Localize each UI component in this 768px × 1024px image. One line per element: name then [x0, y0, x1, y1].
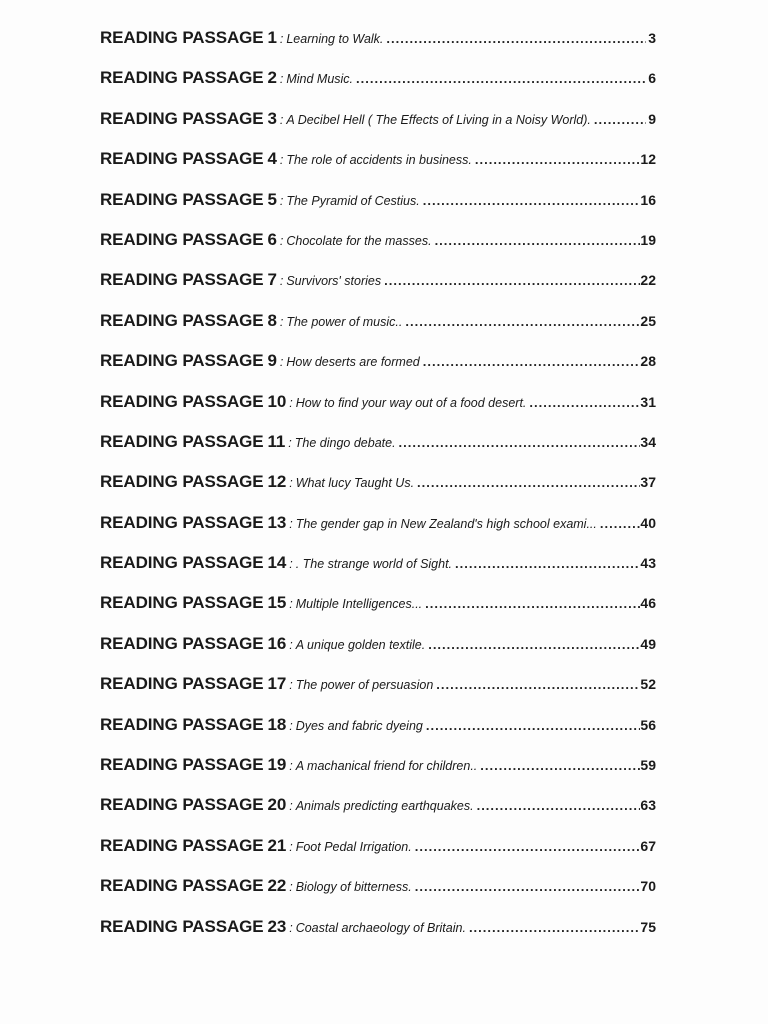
passage-label — [100, 270, 277, 290]
toc-entry-9 — [100, 351, 656, 391]
separator: : — [289, 880, 293, 895]
separator: : — [279, 112, 284, 127]
passage-number: 23 — [267, 916, 287, 936]
page-number: 34 — [640, 433, 656, 450]
page-number: 6 — [648, 70, 656, 87]
toc-entry-19 — [100, 755, 656, 795]
separator: : — [279, 314, 284, 329]
passage-label — [100, 472, 286, 492]
separator: : — [289, 920, 293, 935]
toc-entry-10 — [100, 392, 656, 432]
separator: : — [289, 557, 293, 572]
page-number: 43 — [640, 555, 656, 572]
separator: : — [279, 32, 284, 46]
passage-number: 4 — [267, 149, 277, 169]
separator: : — [289, 476, 293, 491]
page-number: 75 — [640, 918, 656, 935]
toc-entry-12 — [100, 472, 656, 512]
dot-leader — [469, 920, 640, 935]
passage-number: 19 — [267, 755, 287, 775]
toc-entry-15 — [100, 593, 656, 633]
passage-number: 2 — [267, 68, 277, 88]
passage-label-text: READING PASSAGE — [100, 795, 264, 815]
page-number: 16 — [640, 191, 656, 208]
dot-leader — [405, 314, 640, 329]
separator: : — [279, 233, 284, 248]
passage-title: The Pyramid of Cestius. — [286, 193, 420, 208]
toc-entry-1 — [100, 28, 656, 68]
passage-label-text: READING PASSAGE — [100, 68, 264, 88]
passage-label-text: READING PASSAGE — [100, 270, 264, 290]
passage-title: The power of persuasion — [295, 678, 434, 693]
passage-title: Mind Music. — [286, 72, 354, 87]
passage-label-text: READING PASSAGE — [100, 431, 264, 451]
toc-entry-11 — [100, 432, 656, 472]
toc-entry-14 — [100, 553, 656, 593]
separator: : — [289, 597, 293, 612]
passage-title: A machanical friend for children.. — [295, 759, 478, 774]
passage-title: The power of music.. — [286, 314, 403, 329]
passage-title: Survivors' stories — [286, 274, 382, 289]
passage-number: 17 — [267, 674, 287, 694]
separator: : — [289, 678, 293, 693]
passage-label — [100, 876, 286, 896]
passage-label-text: READING PASSAGE — [100, 472, 264, 492]
passage-label-text: READING PASSAGE — [100, 755, 264, 775]
passage-label-text: READING PASSAGE — [100, 593, 264, 613]
page-number: 37 — [640, 474, 656, 491]
passage-title: What lucy Taught Us. — [295, 476, 415, 491]
passage-label — [100, 28, 277, 48]
dot-leader — [399, 435, 641, 450]
dot-leader — [356, 71, 646, 86]
passage-label — [100, 68, 277, 88]
page-number: 70 — [640, 878, 656, 895]
separator: : — [288, 435, 292, 450]
passage-number: 21 — [267, 835, 287, 855]
separator: : — [279, 355, 284, 370]
passage-number: 5 — [267, 189, 277, 209]
page-number: 46 — [640, 595, 656, 612]
passage-title: Biology of bitterness. — [295, 880, 412, 895]
passage-label — [100, 149, 277, 169]
passage-label — [100, 109, 277, 129]
passage-number: 16 — [267, 633, 287, 653]
dot-leader — [594, 112, 646, 127]
separator: : — [289, 637, 293, 652]
passage-label — [100, 392, 286, 412]
dot-leader — [415, 839, 641, 854]
toc-entry-16 — [100, 634, 656, 674]
toc-entry-23 — [100, 917, 656, 957]
passage-label — [100, 593, 286, 613]
passage-label — [100, 351, 277, 371]
passage-label-text: READING PASSAGE — [100, 553, 264, 573]
passage-title: The role of accidents in business. — [286, 153, 472, 168]
passage-number: 10 — [267, 391, 287, 411]
dot-leader — [600, 516, 641, 531]
passage-number: 20 — [267, 795, 287, 815]
passage-number: 13 — [267, 512, 287, 532]
passage-number: 8 — [267, 310, 277, 330]
passage-number: 3 — [267, 108, 277, 128]
separator: : — [279, 72, 284, 87]
toc-entry-5 — [100, 190, 656, 230]
toc-entry-21 — [100, 836, 656, 876]
dot-leader — [436, 677, 640, 692]
toc-entry-20 — [100, 795, 656, 835]
page-number: 28 — [640, 353, 656, 370]
page-number: 56 — [640, 716, 656, 733]
separator: : — [289, 759, 293, 774]
passage-number: 11 — [267, 431, 286, 451]
passage-label-text: READING PASSAGE — [100, 633, 264, 653]
dot-leader — [425, 596, 640, 611]
dot-leader — [435, 233, 641, 248]
page-number: 19 — [640, 231, 656, 248]
passage-label — [100, 836, 286, 856]
dot-leader — [477, 798, 641, 813]
separator: : — [289, 718, 293, 733]
passage-label-text: READING PASSAGE — [100, 391, 264, 411]
passage-number: 12 — [267, 472, 287, 492]
page-number: 12 — [640, 151, 656, 168]
passage-label-text: READING PASSAGE — [100, 714, 264, 734]
page-number: 25 — [640, 312, 656, 329]
passage-title: Foot Pedal Irrigation. — [295, 839, 412, 854]
page-number: 49 — [640, 635, 656, 652]
passage-title: How to find your way out of a food desert. — [295, 395, 527, 410]
dot-leader — [423, 354, 641, 369]
dot-leader — [423, 193, 641, 208]
dot-leader — [415, 879, 641, 894]
passage-title: Multiple Intelligences... — [295, 597, 423, 612]
separator: : — [289, 839, 293, 854]
dot-leader — [384, 273, 640, 288]
passage-label — [100, 755, 286, 775]
dot-leader — [386, 31, 646, 46]
toc-entry-2 — [100, 68, 656, 108]
passage-label — [100, 311, 277, 331]
page-number: 22 — [640, 272, 656, 289]
passage-title: How deserts are formed — [286, 355, 420, 370]
passage-label — [100, 190, 277, 210]
dot-leader — [417, 475, 640, 490]
passage-number: 18 — [267, 714, 287, 734]
separator: : — [279, 193, 284, 208]
passage-number: 15 — [267, 593, 287, 613]
separator: : — [289, 516, 293, 531]
passage-label-text: READING PASSAGE — [100, 835, 264, 855]
passage-number: 9 — [267, 351, 277, 371]
toc-entry-17 — [100, 674, 656, 714]
passage-label-text: READING PASSAGE — [100, 108, 264, 128]
dot-leader — [480, 758, 640, 773]
toc-entry-18 — [100, 715, 656, 755]
passage-label — [100, 553, 286, 573]
dot-leader — [455, 556, 640, 571]
passage-label-text: READING PASSAGE — [100, 512, 264, 532]
page-number: 59 — [640, 757, 656, 774]
passage-label-text: READING PASSAGE — [100, 149, 264, 169]
toc-entry-22 — [100, 876, 656, 916]
passage-number: 1 — [267, 28, 277, 47]
passage-title: A unique golden textile. — [295, 637, 426, 652]
passage-label — [100, 513, 286, 533]
toc-entry-8 — [100, 311, 656, 351]
passage-label-text: READING PASSAGE — [100, 310, 264, 330]
dot-leader — [428, 637, 640, 652]
passage-title: Animals predicting earthquakes. — [295, 799, 474, 814]
passage-number: 14 — [267, 553, 287, 573]
passage-label — [100, 432, 285, 452]
separator: : — [289, 799, 293, 814]
separator: : — [279, 153, 284, 168]
passage-number: 22 — [267, 876, 287, 896]
page-number: 40 — [640, 514, 656, 531]
passage-number: 7 — [267, 270, 277, 290]
passage-title: . The strange world of Sight. — [295, 557, 453, 572]
toc-entry-6 — [100, 230, 656, 270]
passage-label-text: READING PASSAGE — [100, 351, 264, 371]
passage-label — [100, 634, 286, 654]
passage-title: Dyes and fabric dyeing — [295, 718, 423, 733]
page-number: 63 — [640, 797, 656, 814]
passage-label-text: READING PASSAGE — [100, 674, 264, 694]
passage-label — [100, 917, 286, 937]
toc-entry-3 — [100, 109, 656, 149]
passage-title: Learning to Walk. — [286, 32, 384, 46]
passage-label — [100, 230, 277, 250]
passage-number: 6 — [267, 229, 277, 249]
passage-label — [100, 795, 286, 815]
passage-title: Chocolate for the masses. — [286, 233, 432, 248]
separator: : — [289, 395, 293, 410]
passage-label-text: READING PASSAGE — [100, 876, 264, 896]
dot-leader — [529, 395, 640, 410]
passage-label-text: READING PASSAGE — [100, 28, 264, 47]
toc-entry-13 — [100, 513, 656, 553]
passage-label-text: READING PASSAGE — [100, 916, 264, 936]
page-number: 9 — [648, 110, 656, 127]
passage-title: Coastal archaeology of Britain. — [295, 920, 466, 935]
passage-label-text: READING PASSAGE — [100, 189, 264, 209]
passage-title: A Decibel Hell ( The Effects of Living in a Noisy World). — [286, 112, 591, 127]
table-of-contents — [100, 28, 656, 957]
page-number: 67 — [640, 837, 656, 854]
dot-leader — [426, 718, 641, 733]
passage-title: The dingo debate. — [294, 435, 396, 450]
page-number: 52 — [640, 676, 656, 693]
page-number: 31 — [640, 393, 656, 410]
separator: : — [279, 274, 284, 289]
passage-title: The gender gap in New Zealand's high school exami... — [295, 516, 597, 531]
page-number: 3 — [648, 30, 656, 46]
toc-entry-7 — [100, 270, 656, 310]
passage-label-text: READING PASSAGE — [100, 229, 264, 249]
passage-label — [100, 715, 286, 735]
passage-label — [100, 674, 286, 694]
dot-leader — [475, 152, 641, 167]
toc-entry-4 — [100, 149, 656, 189]
